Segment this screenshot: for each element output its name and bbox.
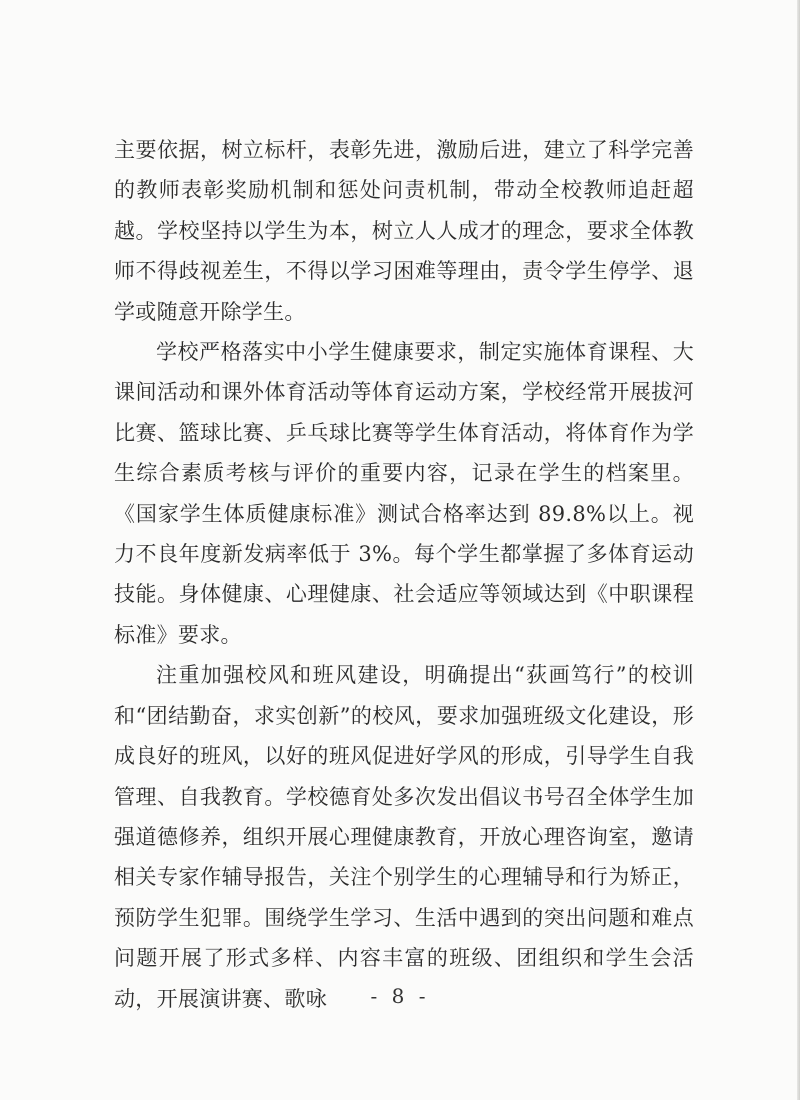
paragraph-2: 学校严格落实中小学生健康要求，制定实施体育课程、大课间活动和课外体育活动等体育运动方案，学校经常开展拔河比赛、篮球比赛、乒乓球比赛等学生体育活动，将体育作为学生综合素质考核与评价的重要内容，记录在学生的档案里。《国家学生体质健康标准》测试合格率达到 89.8%以上。视力不良年度新发病率低于 3%。每个学生都掌握了多体育运动技能。身体健康、心理健康、社会适应等领域达到《中职课程标准》要求。 — [114, 340, 694, 647]
paragraph-1: 主要依据，树立标杆，表彰先进，激励后进，建立了科学完善的教师表彰奖励机制和惩处问责机制，带动全校教师追赶超越。学校坚持以学生为本，树立人人成才的理念，要求全体教师不得歧视差生，不得以学习困难等理由，责令学生停学、退学或随意开除学生。 — [114, 138, 694, 324]
document-body — [114, 130, 694, 1019]
paragraph-3: 注重加强校风和班风建设，明确提出“荻画笃行”的校训和“团结勤奋，求实创新”的校风，要求加强班级文化建设，形成良好的班风，以好的班风促进好学风的形成，引导学生自我管理、自我教育。学校德育处多次发出倡议书号召全体学生加强道德修养，组织开展心理健康教育，开放心理咨询室，邀请相关专家作辅导报告，关注个别学生的心理辅导和行为矫正，预防学生犯罪。围绕学生学习、生活中遇到的突出问题和难点问题开展了形式多样、内容丰富的班级、团组织和学生会活动，开展演讲赛、歌咏 — [114, 663, 694, 1011]
page-number: - 8 - — [370, 984, 430, 1008]
